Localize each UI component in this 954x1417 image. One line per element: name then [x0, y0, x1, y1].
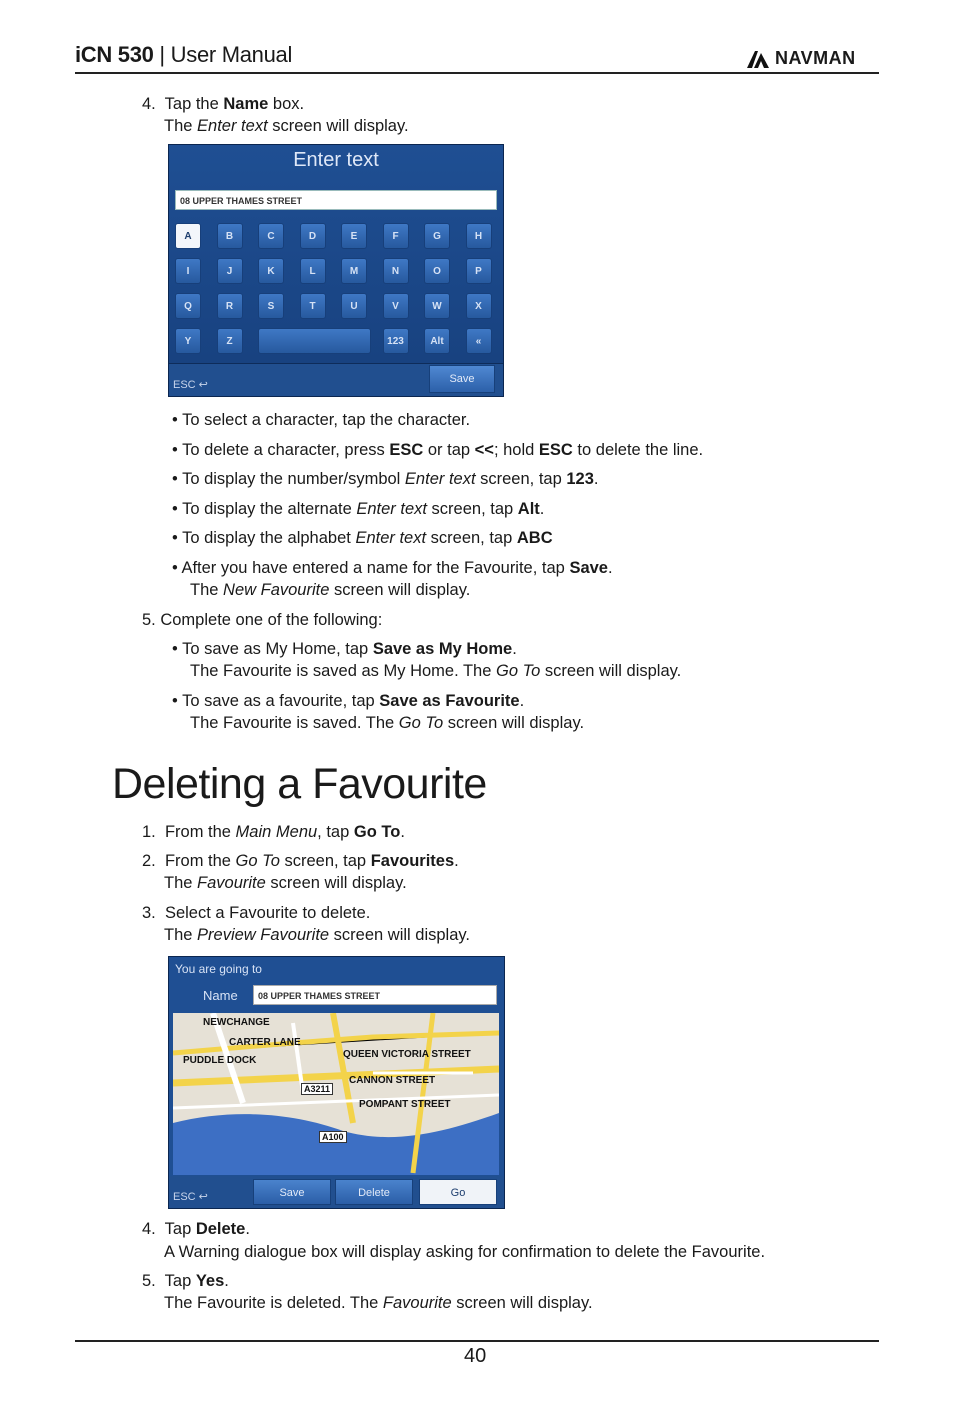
key-x: X [466, 293, 492, 319]
key-d: D [300, 223, 326, 249]
key-g: G [424, 223, 450, 249]
manual-label: User Manual [170, 42, 293, 67]
esc-button: ESC ↩ [173, 379, 208, 391]
name-field: 08 UPPER THAMES STREET [253, 985, 497, 1005]
preview-title: You are going to [175, 962, 262, 976]
footer-rule [75, 1340, 879, 1342]
title-separator: | [159, 42, 165, 67]
road-shield: A100 [319, 1131, 347, 1143]
key-alt: Alt [424, 328, 450, 354]
del-step-1: 1. From the Main Menu, tap Go To. [142, 823, 405, 841]
street-label: CANNON STREET [349, 1075, 436, 1086]
step-4-tap-name: 4. Tap the Name box. [142, 95, 305, 113]
del-step-3: 3. Select a Favourite to delete. [142, 904, 371, 922]
bullet-save-name-sub: The New Favourite screen will display. [190, 581, 471, 599]
bullet-delete-char: • To delete a character, press ESC or tap <<; hold ESC to delete the line. [172, 441, 704, 459]
key-k: K [258, 258, 284, 284]
brand-name: NAVMAN [775, 48, 856, 68]
preview-favourite-screenshot [168, 956, 505, 1209]
key-a: A [175, 223, 201, 249]
key-backspace: « [466, 328, 492, 354]
key-l: L [300, 258, 326, 284]
key-y: Y [175, 328, 201, 354]
key-i: I [175, 258, 201, 284]
enter-text-title: Enter text [293, 149, 379, 171]
bullet-save-name: • After you have entered a name for the Favourite, tap Save. [172, 559, 613, 577]
key-n: N [383, 258, 409, 284]
enter-text-screenshot [168, 144, 504, 397]
header-rule [75, 72, 879, 74]
bullet-select-char: • To select a character, tap the character. [172, 411, 471, 429]
del-step-5: 5. Tap Yes. [142, 1272, 229, 1290]
street-label: POMPANT STREET [359, 1099, 451, 1110]
enter-text-field: 08 UPPER THAMES STREET [175, 190, 497, 210]
key-m: M [341, 258, 367, 284]
bullet-save-favourite-sub: The Favourite is saved. The Go To screen will display. [190, 714, 585, 732]
del-step-2-sub: The Favourite screen will display. [164, 874, 407, 892]
key-r: R [217, 293, 243, 319]
navman-logo-icon [745, 49, 771, 69]
key-v: V [383, 293, 409, 319]
key-q: Q [175, 293, 201, 319]
key-o: O [424, 258, 450, 284]
key-u: U [341, 293, 367, 319]
manual-title [75, 42, 292, 68]
delete-button: Delete [335, 1179, 413, 1205]
navman-logo [745, 48, 856, 69]
street-label: QUEEN VICTORIA STREET [343, 1049, 471, 1060]
bullet-save-favourite: • To save as a favourite, tap Save as Favourite. [172, 692, 525, 710]
del-step-4: 4. Tap Delete. [142, 1220, 250, 1238]
key-b: B [217, 223, 243, 249]
key-space [258, 328, 371, 354]
bullet-alternate: • To display the alternate Enter text screen, tap Alt. [172, 500, 545, 518]
del-step-3-sub: The Preview Favourite screen will display. [164, 926, 471, 944]
del-step-5-sub: The Favourite is deleted. The Favourite screen will display. [164, 1294, 593, 1312]
key-p: P [466, 258, 492, 284]
key-z: Z [217, 328, 243, 354]
save-button: Save [429, 365, 495, 393]
street-label: NEWCHANGE [203, 1017, 270, 1028]
step-5-complete: 5. Complete one of the following: [142, 611, 383, 629]
key-j: J [217, 258, 243, 284]
key-e: E [341, 223, 367, 249]
name-label: Name [203, 988, 238, 1003]
enter-text-bottom-bar [169, 363, 503, 396]
model-name: iCN 530 [75, 42, 154, 67]
bullet-save-home: • To save as My Home, tap Save as My Home. [172, 640, 517, 658]
step-4-sub: The Enter text screen will display. [164, 117, 409, 135]
key-h: H [466, 223, 492, 249]
section-heading: Deleting a Favourite [112, 760, 487, 808]
road-shield: A3211 [301, 1083, 333, 1095]
del-step-4-sub: A Warning dialogue box will display asking for confirmation to delete the Favourite. [164, 1243, 766, 1261]
key-t: T [300, 293, 326, 319]
map-labels [173, 1013, 499, 1175]
key-s: S [258, 293, 284, 319]
street-label: CARTER LANE [229, 1037, 301, 1048]
street-label: PUDDLE DOCK [183, 1055, 257, 1066]
key-f: F [383, 223, 409, 249]
key-123: 123 [383, 328, 409, 354]
del-step-2: 2. From the Go To screen, tap Favourites. [142, 852, 459, 870]
bullet-number-symbol: • To display the number/symbol Enter text screen, tap 123. [172, 470, 599, 488]
preview-bottom-bar [169, 1176, 504, 1208]
bullet-save-home-sub: The Favourite is saved as My Home. The Go To screen will display. [190, 662, 682, 680]
map-view [173, 1013, 499, 1175]
page-number: 40 [464, 1345, 487, 1367]
save-button: Save [253, 1179, 331, 1205]
esc-button: ESC ↩ [173, 1191, 208, 1203]
key-w: W [424, 293, 450, 319]
go-button: Go [419, 1179, 497, 1205]
key-c: C [258, 223, 284, 249]
bullet-alphabet: • To display the alphabet Enter text screen, tap ABC [172, 529, 553, 547]
